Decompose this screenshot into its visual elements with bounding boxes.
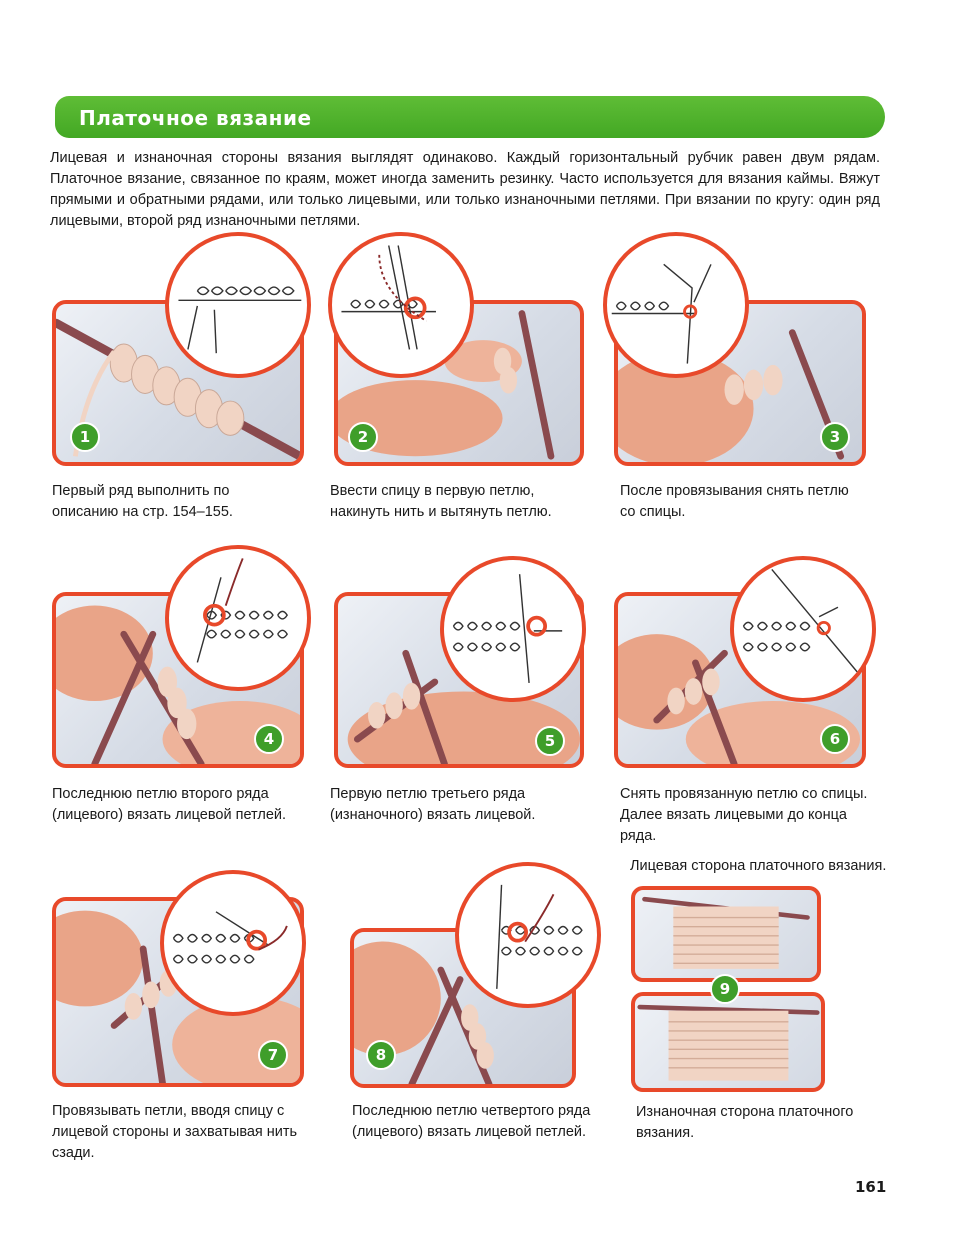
- step-6-caption: Снять провязанную петлю со спицы. Далее вязать лицевыми до конца ряда.: [620, 786, 868, 844]
- step-4-caption: Последнюю петлю второго ряда (лицевого) вязать лицевой петлей.: [52, 786, 287, 823]
- step-3-diagram: [603, 232, 749, 378]
- step-9-back-swatch: [631, 992, 825, 1092]
- step-1-badge: 1: [70, 422, 100, 452]
- step-9-front-swatch: [631, 886, 821, 982]
- intro-paragraph: Лицевая и изнаночная стороны вязания выглядят одинаково. Каждый горизонтальный рубчик равен двум рядам. Платочное вязание, связанное по краям, может иногда заменить резинку. Часто используется для вязания каймы. Вяжут прямыми и обратными рядами, или только лицевыми, или только изнаночными петлями. При вязании по кругу: один ряд лицевыми, второй ряд изнаночными петлями.: [50, 150, 880, 229]
- section-title: Платочное вязание: [79, 106, 312, 130]
- step-1-diagram: [165, 232, 311, 378]
- step-3-badge: 3: [820, 422, 850, 452]
- step-5-badge: 5: [535, 726, 565, 756]
- step-1-caption: Первый ряд выполнить по описанию на стр. 154–155.: [52, 483, 233, 520]
- step-8-diagram: [455, 862, 601, 1008]
- section-header: [55, 96, 885, 138]
- step-9-badge: 9: [710, 974, 740, 1004]
- step-5-diagram: [440, 556, 586, 702]
- step-3-caption: После провязывания снять петлю со спицы.: [620, 483, 849, 520]
- step-7-diagram: [160, 870, 306, 1016]
- step-8-badge: 8: [366, 1040, 396, 1070]
- step-2-badge: 2: [348, 422, 378, 452]
- step-8-caption: Последнюю петлю четвертого ряда (лицевого) вязать лицевой петлей.: [352, 1103, 591, 1140]
- step-7-caption: Провязывать петли, вводя спицу с лицевой стороны и захватывая нить сзади.: [52, 1103, 298, 1161]
- step-5-caption: Первую петлю третьего ряда (изнаночного) вязать лицевой.: [330, 786, 536, 823]
- step-9-front-label: Лицевая сторона платочного вязания.: [630, 858, 887, 874]
- step-7-badge: 7: [258, 1040, 288, 1070]
- step-2-diagram: [328, 232, 474, 378]
- step-6-badge: 6: [820, 724, 850, 754]
- step-2-caption: Ввести спицу в первую петлю, накинуть нить и вытянуть петлю.: [330, 483, 552, 520]
- step-4-badge: 4: [254, 724, 284, 754]
- step-4-diagram: [165, 545, 311, 691]
- step-6-diagram: [730, 556, 876, 702]
- step-9-back-label: Изнаночная сторона платочного вязания.: [636, 1104, 854, 1141]
- page-number: 161: [855, 1178, 887, 1196]
